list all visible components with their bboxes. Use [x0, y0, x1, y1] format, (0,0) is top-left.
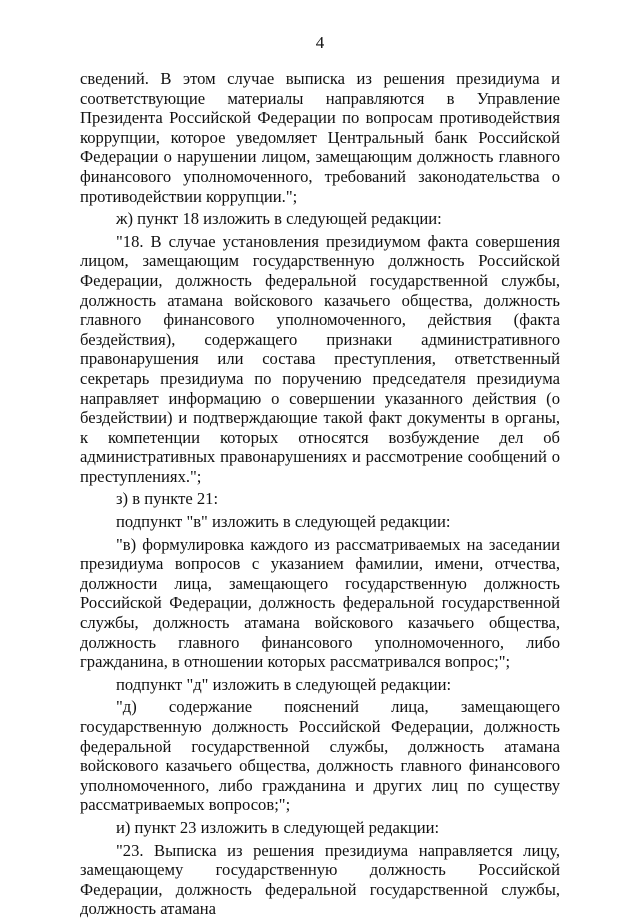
paragraph-subitem-v-heading: подпункт "в" изложить в следующей редакции: — [116, 512, 451, 532]
page-number: 4 — [315, 33, 325, 52]
paragraph-subitem-d: "д) содержание пояснений лица, замещающего государственную должность Российской Федерации, должность федеральной государственной службы, должность атамана войскового казачьего общества, должность главного финансового уполномоченного, либо гражданина и других лиц по существу рассматриваемых вопросов;"; — [80, 697, 560, 815]
paragraph-subitem-d-heading: подпункт "д" изложить в следующей редакции: — [116, 674, 452, 694]
paragraph-item-z: з) в пункте 21: — [116, 489, 219, 509]
paragraph-item-zh: ж) пункт 18 изложить в следующей редакции: — [116, 209, 442, 229]
paragraph-subitem-v: "в) формулировка каждого из рассматриваемых на заседании президиума вопросов с указанием фамилии, имени, отчества, должности лица, замещающего государственную должность Российской Федерации, должность федеральной государственной службы, должность атамана войскового казачьего общества, должность главного финансового уполномоченного, либо гражданина, в отношении которых рассматривался вопрос;"; — [80, 534, 560, 672]
document-body — [80, 69, 560, 922]
paragraph-item-i: и) пункт 23 изложить в следующей редакции: — [116, 817, 440, 837]
paragraph-point-23: "23. Выписка из решения президиума направляется лицу, замещающему государственную должность Российской Федерации, должность федеральной государственной службы, должность атамана — [80, 840, 560, 919]
paragraph-continuation: сведений. В этом случае выписка из решения президиума и соответствующие материалы направляются в Управление Президента Российской Федерации по вопросам противодействия коррупции, которое уведомляет Центральный банк Российской Федерации о нарушении лицом, замещающим должность главного финансового уполномоченного, требований законодательства о противодействии коррупции."; — [80, 69, 560, 206]
paragraph-point-18: "18. В случае установления президиумом факта совершения лицом, замещающим государственную должность Российской Федерации, должность федеральной государственной службы, должность атамана войскового казачьего общества, должность главного финансового уполномоченного, действия (факта бездействия), содержащего признаки административного правонарушения или состава преступления, ответственный секретарь президиума по поручению председателя президиума направляет информацию о совершении указанного действия (о бездействии) и подтверждающие такой факт документы в органы, к компетенции которых относятся возбуждение дел об административных правонарушениях и рассмотрение сообщений о преступлениях."; — [80, 231, 560, 486]
